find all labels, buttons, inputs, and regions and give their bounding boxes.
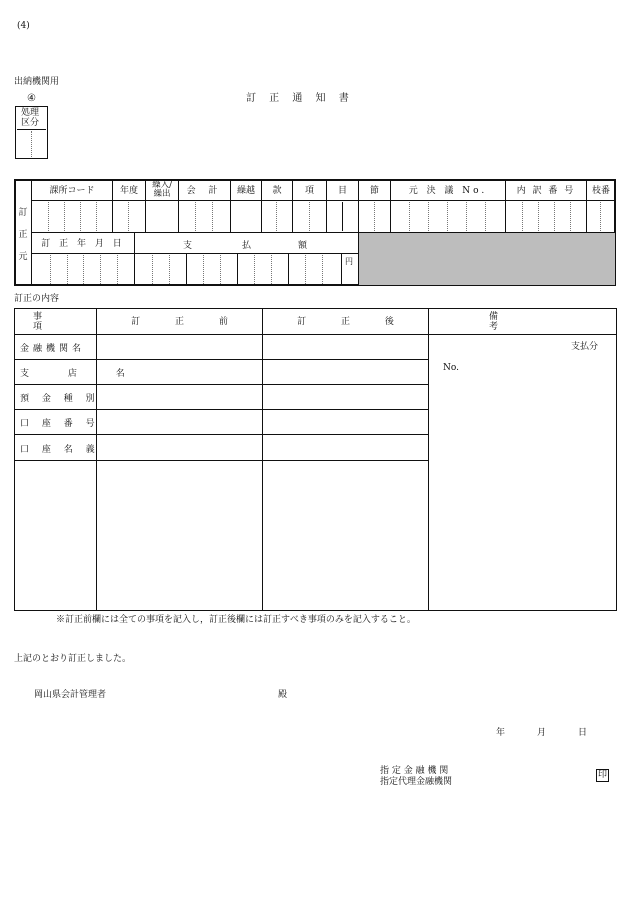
header-branch-no: 枝番 <box>591 185 610 196</box>
header-breakdown-no: 内 訳 番 号 <box>516 185 576 196</box>
signer-line-2: 指定代理金融機関 <box>380 777 453 787</box>
header-correction-date: 訂 正 年 月 日 <box>41 238 125 249</box>
yen-label: 円 <box>345 257 353 266</box>
header-moku: 目 <box>337 185 347 196</box>
honorific: 殿 <box>278 690 288 700</box>
row-label-account-number <box>20 416 100 429</box>
row-label-account-name-text: 口 座 名 義 <box>20 445 100 455</box>
carryover-input[interactable] <box>231 201 261 232</box>
after-branch-input[interactable] <box>263 360 428 384</box>
kan-input[interactable] <box>262 201 292 232</box>
row-label-deposit-type-text: 預 金 種 別 <box>20 394 100 404</box>
after-deposit-type-input[interactable] <box>263 385 428 409</box>
moku-input[interactable] <box>327 201 358 232</box>
kou-input[interactable] <box>293 201 326 232</box>
after-account-name-input[interactable] <box>263 435 428 460</box>
before-account-number-input[interactable] <box>97 410 262 434</box>
header-pay-3: 額 <box>298 241 308 251</box>
processing-label-1: 処理 <box>21 108 40 118</box>
seal-mark <box>596 769 609 782</box>
col-header-after: 訂 正 後 <box>297 316 410 327</box>
col-header-before: 訂 正 前 <box>131 316 244 327</box>
remarks-no: No. <box>443 363 459 373</box>
side-label-3: 元 <box>18 251 28 262</box>
contents-section-title: 訂正の内容 <box>14 294 60 304</box>
decision-no-input[interactable] <box>391 201 505 232</box>
correction-date-input[interactable] <box>32 254 134 285</box>
office-code-input[interactable] <box>32 201 112 232</box>
header-account: 会 計 <box>186 185 223 196</box>
header-setsu: 節 <box>369 185 379 196</box>
before-branch-input[interactable] <box>97 360 262 384</box>
setsu-input[interactable] <box>359 201 390 232</box>
header-pay-2: 払 <box>242 241 252 251</box>
header-transfer-1: 繰入/ <box>152 180 172 190</box>
account-input[interactable] <box>179 201 230 232</box>
col-header-item: 事 項 <box>33 311 61 332</box>
copy-label: 出納機関用 <box>14 77 60 87</box>
shaded-area <box>359 233 615 285</box>
after-account-number-input[interactable] <box>263 410 428 434</box>
date-day: 日 <box>578 728 588 738</box>
processing-divider <box>17 129 46 130</box>
transfer-input[interactable] <box>146 201 178 232</box>
header-kan: 款 <box>272 185 282 196</box>
payment-amount-input[interactable] <box>135 254 341 285</box>
header-kou: 項 <box>304 185 314 196</box>
row-label-branch <box>20 366 143 379</box>
col-header-remarks: 備 考 <box>489 311 559 332</box>
date-year: 年 <box>496 728 506 738</box>
row-line <box>14 460 428 461</box>
side-label-2: 正 <box>18 229 28 240</box>
before-account-name-input[interactable] <box>97 435 262 460</box>
header-fiscal-year: 年度 <box>119 185 138 196</box>
after-bank-input[interactable] <box>263 335 428 359</box>
side-label <box>16 200 30 266</box>
statement-text: 上記のとおり訂正しました。 <box>14 654 132 664</box>
header-decision-no: 元 決 議 No. <box>408 185 488 196</box>
header-payment-amount <box>135 234 358 253</box>
remarks-input[interactable] <box>429 335 616 610</box>
page-number: (4) <box>17 21 30 31</box>
row-label-branch-text: 支 店 名 <box>20 369 143 379</box>
processing-input[interactable] <box>16 131 47 158</box>
before-deposit-type-input[interactable] <box>97 385 262 409</box>
header-carryover: 繰越 <box>236 185 255 196</box>
seal-text: 印 <box>597 770 607 780</box>
copy-number: ④ <box>27 93 36 104</box>
date-month: 月 <box>537 728 547 738</box>
side-label-1: 訂 <box>18 207 28 218</box>
yen-sep <box>341 254 342 285</box>
before-bank-input[interactable] <box>97 335 262 359</box>
branch-no-input[interactable] <box>587 201 615 232</box>
instruction-note: ※訂正前欄には全ての事項を記入し，訂正後欄には訂正すべき事項のみを記入すること。 <box>56 615 416 625</box>
remarks-payment: 支払分 <box>571 342 599 352</box>
fiscal-year-input[interactable] <box>113 201 145 232</box>
document-title: 訂 正 通 知 書 <box>246 93 354 104</box>
signer-line-1: 指 定 金 融 機 関 <box>380 766 449 776</box>
breakdown-no-input[interactable] <box>506 201 586 232</box>
row-label-bank <box>20 341 92 354</box>
row-label-deposit-type <box>20 391 100 404</box>
header-office-code: 課所コード <box>49 185 95 196</box>
row-label-account-number-text: 口 座 番 号 <box>20 419 100 429</box>
row-label-bank-text: 金融機関名 <box>20 344 86 354</box>
addressee: 岡山県会計管理者 <box>34 690 107 700</box>
header-transfer <box>146 180 178 200</box>
header-transfer-2: 繰出 <box>153 189 171 199</box>
row-label-account-name <box>20 442 100 455</box>
processing-label-2: 区分 <box>21 118 40 128</box>
header-pay-1: 支 <box>183 241 193 251</box>
